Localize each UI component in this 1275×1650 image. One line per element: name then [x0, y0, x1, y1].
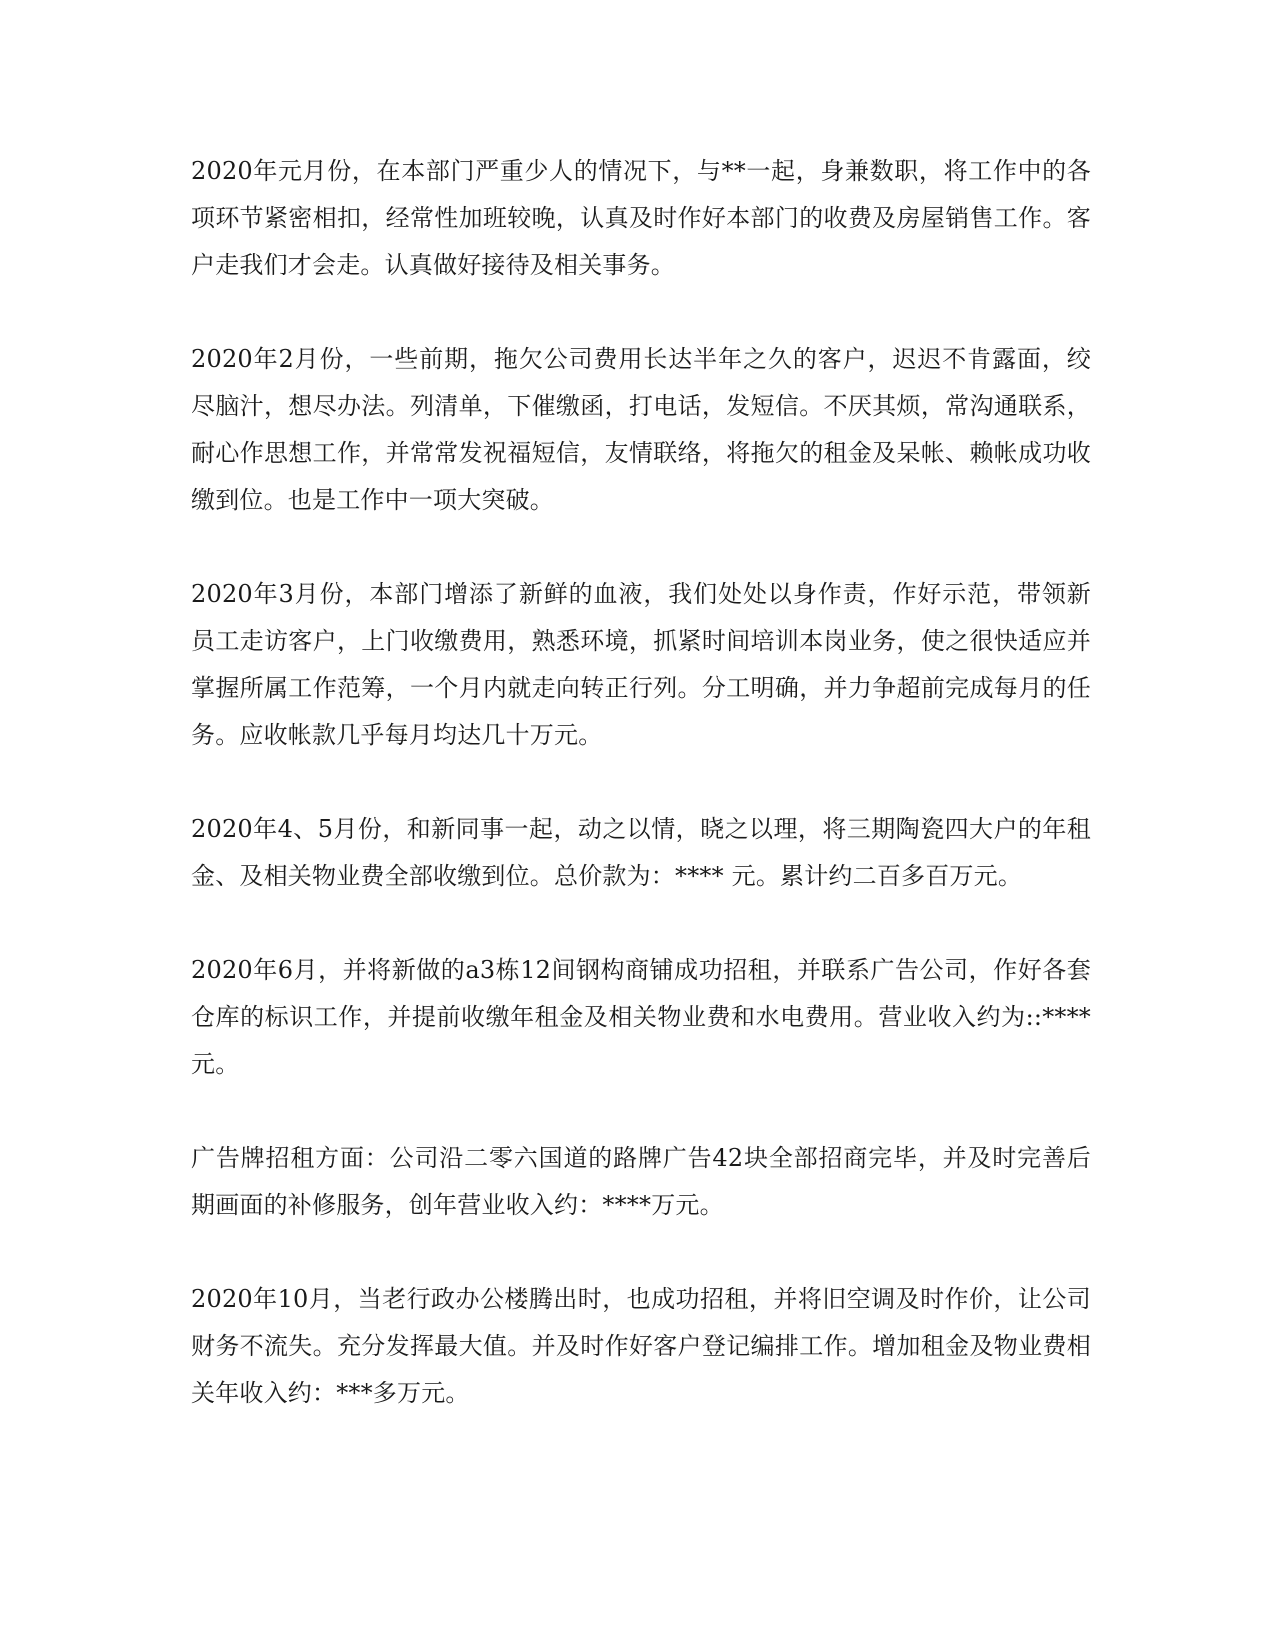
paragraph-april-may: 2020年4、5月份，和新同事一起，动之以情，晓之以理，将三期陶瓷四大户的年租金、及相关物业费全部收缴到位。总价款为：**** 元。累计约二百多百万元。: [191, 815, 1091, 890]
paragraph-march: 2020年3月份，本部门增添了新鲜的血液，我们处处以身作责，作好示范，带领新员工走访客户，上门收缴费用，熟悉环境，抓紧时间培训本岗业务，使之很快适应并掌握所属工作范筹，一个月内就走向转正行列。分工明确，并力争超前完成每月的任务。应收帐款几乎每月均达几十万元。: [191, 580, 1091, 749]
paragraph-billboard: 广告牌招租方面：公司沿二零六国道的路牌广告42块全部招商完毕，并及时完善后期画面的补修服务，创年营业收入约：****万元。: [191, 1144, 1091, 1219]
paragraph-january: 2020年元月份，在本部门严重少人的情况下，与**一起，身兼数职，将工作中的各项环节紧密相扣，经常性加班较晚，认真及时作好本部门的收费及房屋销售工作。客户走我们才会走。认真做好接待及相关事务。: [191, 157, 1091, 279]
paragraph-june: 2020年6月，并将新做的a3栋12间钢构商铺成功招租，并联系广告公司，作好各套仓库的标识工作，并提前收缴年租金及相关物业费和水电费用。营业收入约为::****元。: [191, 956, 1091, 1078]
document-body: [191, 148, 1091, 1417]
paragraph-october: 2020年10月，当老行政办公楼腾出时，也成功招租，并将旧空调及时作价，让公司财务不流失。充分发挥最大值。并及时作好客户登记编排工作。增加租金及物业费相关年收入约：***多万元。: [191, 1285, 1091, 1407]
paragraph-february: 2020年2月份，一些前期，拖欠公司费用长达半年之久的客户，迟迟不肯露面，绞尽脑汁，想尽办法。列清单，下催缴函，打电话，发短信。不厌其烦，常沟通联系，耐心作思想工作，并常常发祝福短信，友情联络，将拖欠的租金及呆帐、赖帐成功收缴到位。也是工作中一项大突破。: [191, 345, 1091, 514]
